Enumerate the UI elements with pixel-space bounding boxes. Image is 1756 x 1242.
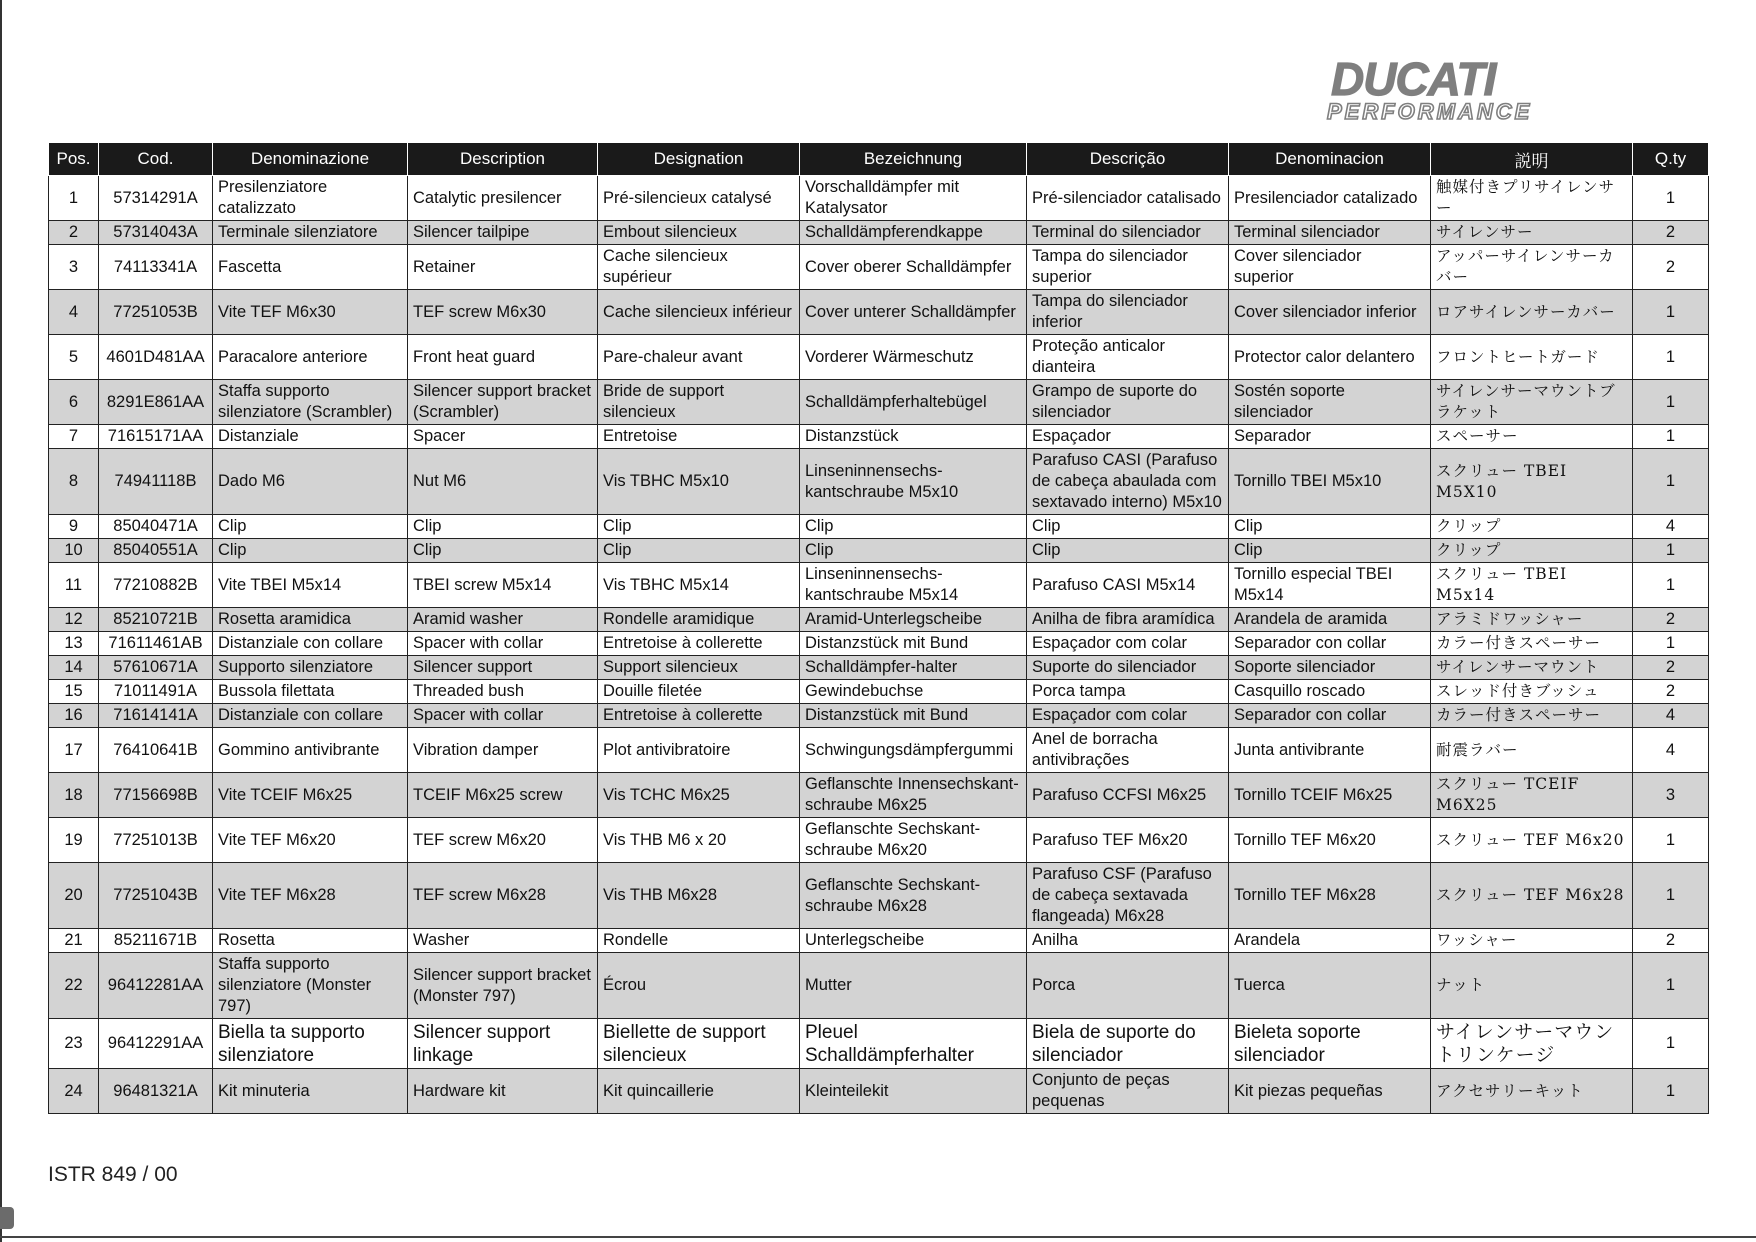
cell-ja: スクリュー TBEI M5x14 (1431, 563, 1633, 608)
cell-pt: Espaçador (1027, 425, 1229, 449)
cell-cod: 96412281AA (99, 953, 213, 1019)
cell-it: Staffa supporto silenziatore (Monster 797) (213, 953, 408, 1019)
cell-ja: スクリュー TEF M6x20 (1431, 818, 1633, 863)
header-fr: Designation (598, 143, 800, 176)
cell-pos: 7 (49, 425, 99, 449)
cell-pos: 9 (49, 515, 99, 539)
cell-pos: 22 (49, 953, 99, 1019)
cell-ja: ワッシャー (1431, 929, 1633, 953)
logo-line1: DUCATI (1331, 55, 1496, 105)
cell-en: Catalytic presilencer (408, 176, 598, 221)
cell-es: Arandela de aramida (1229, 608, 1431, 632)
cell-de: Distanzstück (800, 425, 1027, 449)
table-row (49, 818, 1709, 863)
cell-pt: Clip (1027, 539, 1229, 563)
cell-fr: Clip (598, 515, 800, 539)
cell-pos: 6 (49, 380, 99, 425)
cell-pt: Porca (1027, 953, 1229, 1019)
table-row (49, 773, 1709, 818)
cell-ja: サイレンサーマウントリンケージ (1431, 1019, 1633, 1069)
cell-ja: スクリュー TEF M6x28 (1431, 863, 1633, 929)
cell-es: Tornillo TEF M6x20 (1229, 818, 1431, 863)
cell-pt: Porca tampa (1027, 680, 1229, 704)
cell-qty: 1 (1633, 290, 1709, 335)
cell-pos: 12 (49, 608, 99, 632)
cell-cod: 71615171AA (99, 425, 213, 449)
cell-qty: 1 (1633, 449, 1709, 515)
cell-qty: 2 (1633, 221, 1709, 245)
cell-qty: 3 (1633, 773, 1709, 818)
cell-en: Clip (408, 515, 598, 539)
cell-pos: 3 (49, 245, 99, 290)
cell-es: Presilenciador catalizado (1229, 176, 1431, 221)
cell-de: Geflanschte Sechskant-schraube M6x28 (800, 863, 1027, 929)
cell-ja: スクリュー TCEIF M6X25 (1431, 773, 1633, 818)
cell-ja: ナット (1431, 953, 1633, 1019)
cell-pos: 2 (49, 221, 99, 245)
cell-es: Separador con collar (1229, 704, 1431, 728)
cell-de: Kleinteilekit (800, 1069, 1027, 1114)
cell-fr: Vis TBHC M5x14 (598, 563, 800, 608)
cell-es: Casquillo roscado (1229, 680, 1431, 704)
cell-es: Protector calor delantero (1229, 335, 1431, 380)
table-row (49, 515, 1709, 539)
cell-es: Separador (1229, 425, 1431, 449)
cell-es: Junta antivibrante (1229, 728, 1431, 773)
cell-de: Unterlegscheibe (800, 929, 1027, 953)
cell-pos: 16 (49, 704, 99, 728)
cell-pos: 20 (49, 863, 99, 929)
cell-pos: 21 (49, 929, 99, 953)
cell-es: Tornillo TBEI M5x10 (1229, 449, 1431, 515)
cell-cod: 57610671A (99, 656, 213, 680)
cell-pt: Suporte do silenciador (1027, 656, 1229, 680)
cell-fr: Entretoise à collerette (598, 704, 800, 728)
cell-en: Spacer (408, 425, 598, 449)
header-ja: 説明 (1431, 143, 1633, 176)
cell-pt: Clip (1027, 515, 1229, 539)
page-corner-tab (0, 1207, 14, 1229)
cell-de: Vorderer Wärmeschutz (800, 335, 1027, 380)
cell-de: Schalldämpfer-halter (800, 656, 1027, 680)
cell-fr: Écrou (598, 953, 800, 1019)
cell-pos: 5 (49, 335, 99, 380)
cell-qty: 1 (1633, 1069, 1709, 1114)
cell-cod: 8291E861AA (99, 380, 213, 425)
cell-fr: Pré-silencieux catalysé (598, 176, 800, 221)
page-left-border (0, 0, 2, 1242)
cell-fr: Entretoise (598, 425, 800, 449)
cell-en: Hardware kit (408, 1069, 598, 1114)
cell-pt: Proteção anticalor dianteira (1027, 335, 1229, 380)
cell-cod: 85040551A (99, 539, 213, 563)
cell-fr: Rondelle (598, 929, 800, 953)
cell-pos: 15 (49, 680, 99, 704)
cell-it: Rosetta (213, 929, 408, 953)
cell-ja: サイレンサーマウント (1431, 656, 1633, 680)
cell-it: Vite TEF M6x28 (213, 863, 408, 929)
cell-de: Linseninnensechs-kantschraube M5x14 (800, 563, 1027, 608)
cell-es: Arandela (1229, 929, 1431, 953)
cell-es: Tuerca (1229, 953, 1431, 1019)
cell-it: Gommino antivibrante (213, 728, 408, 773)
cell-es: Bieleta soporte silenciador (1229, 1019, 1431, 1069)
cell-cod: 77210882B (99, 563, 213, 608)
cell-es: Tornillo TEF M6x28 (1229, 863, 1431, 929)
cell-en: Spacer with collar (408, 632, 598, 656)
cell-cod: 77251013B (99, 818, 213, 863)
cell-de: Aramid-Unterlegscheibe (800, 608, 1027, 632)
cell-ja: アクセサリーキット (1431, 1069, 1633, 1114)
table-row (49, 704, 1709, 728)
cell-it: Vite TEF M6x20 (213, 818, 408, 863)
cell-ja: クリップ (1431, 539, 1633, 563)
cell-fr: Vis THB M6 x 20 (598, 818, 800, 863)
cell-pt: Parafuso CASI M5x14 (1027, 563, 1229, 608)
cell-fr: Cache silencieux inférieur (598, 290, 800, 335)
table-row (49, 176, 1709, 221)
cell-pt: Parafuso CSF (Parafuso de cabeça sextavada flangeada) M6x28 (1027, 863, 1229, 929)
header-pos: Pos. (49, 143, 99, 176)
cell-fr: Vis TCHC M6x25 (598, 773, 800, 818)
table-row (49, 1069, 1709, 1114)
cell-fr: Vis TBHC M5x10 (598, 449, 800, 515)
cell-ja: サイレンサー (1431, 221, 1633, 245)
cell-pos: 10 (49, 539, 99, 563)
cell-fr: Kit quincaillerie (598, 1069, 800, 1114)
cell-es: Clip (1229, 539, 1431, 563)
cell-en: Silencer support bracket (Monster 797) (408, 953, 598, 1019)
cell-fr: Bride de support silencieux (598, 380, 800, 425)
table-header-row (49, 143, 1709, 176)
cell-de: Vorschalldämpfer mit Katalysator (800, 176, 1027, 221)
cell-ja: カラー付きスペーサー (1431, 704, 1633, 728)
cell-de: Clip (800, 515, 1027, 539)
cell-it: Rosetta aramidica (213, 608, 408, 632)
cell-it: Clip (213, 515, 408, 539)
cell-it: Distanziale (213, 425, 408, 449)
cell-pt: Parafuso CASI (Parafuso de cabeça abaulada com sextavado interno) M5x10 (1027, 449, 1229, 515)
cell-it: Supporto silenziatore (213, 656, 408, 680)
cell-es: Sostén soporte silenciador (1229, 380, 1431, 425)
table-row (49, 929, 1709, 953)
cell-fr: Pare-chaleur avant (598, 335, 800, 380)
cell-pos: 19 (49, 818, 99, 863)
cell-de: Schwingungsdämpfergummi (800, 728, 1027, 773)
cell-fr: Vis THB M6x28 (598, 863, 800, 929)
table-row (49, 563, 1709, 608)
cell-en: Vibration damper (408, 728, 598, 773)
table-row (49, 608, 1709, 632)
cell-qty: 2 (1633, 656, 1709, 680)
cell-ja: アラミドワッシャー (1431, 608, 1633, 632)
cell-pos: 18 (49, 773, 99, 818)
cell-it: Terminale silenziatore (213, 221, 408, 245)
cell-it: Vite TBEI M5x14 (213, 563, 408, 608)
ducati-performance-logo (1325, 55, 1700, 125)
cell-it: Staffa supporto silenziatore (Scrambler) (213, 380, 408, 425)
cell-pt: Parafuso TEF M6x20 (1027, 818, 1229, 863)
cell-cod: 74941118B (99, 449, 213, 515)
cell-en: Front heat guard (408, 335, 598, 380)
cell-qty: 1 (1633, 176, 1709, 221)
cell-qty: 1 (1633, 335, 1709, 380)
cell-en: TEF screw M6x28 (408, 863, 598, 929)
cell-de: Linseninnensechs-kantschraube M5x10 (800, 449, 1027, 515)
cell-pt: Anel de borracha antivibrações (1027, 728, 1229, 773)
cell-en: Spacer with collar (408, 704, 598, 728)
cell-qty: 4 (1633, 704, 1709, 728)
cell-qty: 1 (1633, 539, 1709, 563)
cell-es: Separador con collar (1229, 632, 1431, 656)
cell-qty: 1 (1633, 953, 1709, 1019)
cell-es: Cover silenciador inferior (1229, 290, 1431, 335)
cell-en: TBEI screw M5x14 (408, 563, 598, 608)
cell-qty: 2 (1633, 245, 1709, 290)
cell-qty: 1 (1633, 380, 1709, 425)
cell-cod: 77156698B (99, 773, 213, 818)
cell-de: Pleuel Schalldämpferhalter (800, 1019, 1027, 1069)
cell-de: Mutter (800, 953, 1027, 1019)
cell-qty: 2 (1633, 680, 1709, 704)
cell-en: Threaded bush (408, 680, 598, 704)
cell-ja: ロアサイレンサーカバー (1431, 290, 1633, 335)
cell-qty: 2 (1633, 929, 1709, 953)
cell-en: Clip (408, 539, 598, 563)
page-bottom-border (0, 1236, 1756, 1238)
cell-pt: Grampo de suporte do silenciador (1027, 380, 1229, 425)
table-row (49, 728, 1709, 773)
cell-cod: 77251043B (99, 863, 213, 929)
cell-cod: 4601D481AA (99, 335, 213, 380)
table-row (49, 380, 1709, 425)
cell-ja: アッパーサイレンサーカバー (1431, 245, 1633, 290)
cell-qty: 4 (1633, 515, 1709, 539)
cell-pos: 1 (49, 176, 99, 221)
header-qty: Q.ty (1633, 143, 1709, 176)
cell-qty: 1 (1633, 1019, 1709, 1069)
cell-ja: 耐震ラバー (1431, 728, 1633, 773)
table-row (49, 656, 1709, 680)
cell-cod: 74113341A (99, 245, 213, 290)
cell-cod: 96412291AA (99, 1019, 213, 1069)
table-row (49, 953, 1709, 1019)
cell-en: Silencer tailpipe (408, 221, 598, 245)
cell-es: Terminal silenciador (1229, 221, 1431, 245)
cell-it: Biella ta supporto silenziatore (213, 1019, 408, 1069)
cell-pt: Anilha (1027, 929, 1229, 953)
cell-de: Cover oberer Schalldämpfer (800, 245, 1027, 290)
cell-cod: 77251053B (99, 290, 213, 335)
cell-pos: 11 (49, 563, 99, 608)
cell-pos: 17 (49, 728, 99, 773)
cell-en: Nut M6 (408, 449, 598, 515)
cell-de: Geflanschte Innensechskant-schraube M6x25 (800, 773, 1027, 818)
cell-ja: スレッド付きブッシュ (1431, 680, 1633, 704)
cell-en: Washer (408, 929, 598, 953)
cell-de: Clip (800, 539, 1027, 563)
cell-pt: Tampa do silenciador superior (1027, 245, 1229, 290)
cell-qty: 4 (1633, 728, 1709, 773)
cell-pos: 13 (49, 632, 99, 656)
cell-ja: スクリュー TBEI M5X10 (1431, 449, 1633, 515)
table-row (49, 335, 1709, 380)
cell-qty: 1 (1633, 563, 1709, 608)
cell-pt: Espaçador com colar (1027, 632, 1229, 656)
table-row (49, 221, 1709, 245)
cell-fr: Douille filetée (598, 680, 800, 704)
cell-pt: Terminal do silenciador (1027, 221, 1229, 245)
cell-ja: サイレンサーマウントブラケット (1431, 380, 1633, 425)
cell-ja: カラー付きスペーサー (1431, 632, 1633, 656)
cell-fr: Embout silencieux (598, 221, 800, 245)
table-body (49, 176, 1709, 1114)
cell-de: Gewindebuchse (800, 680, 1027, 704)
cell-pt: Parafuso CCFSI M6x25 (1027, 773, 1229, 818)
cell-es: Clip (1229, 515, 1431, 539)
header-pt: Descrição (1027, 143, 1229, 176)
cell-fr: Entretoise à collerette (598, 632, 800, 656)
cell-ja: フロントヒートガード (1431, 335, 1633, 380)
cell-cod: 85210721B (99, 608, 213, 632)
cell-en: TEF screw M6x30 (408, 290, 598, 335)
cell-qty: 2 (1633, 608, 1709, 632)
cell-cod: 71611461AB (99, 632, 213, 656)
cell-de: Distanzstück mit Bund (800, 704, 1027, 728)
table-row (49, 290, 1709, 335)
cell-it: Kit minuteria (213, 1069, 408, 1114)
cell-pos: 24 (49, 1069, 99, 1114)
cell-cod: 96481321A (99, 1069, 213, 1114)
cell-cod: 57314043A (99, 221, 213, 245)
table-row (49, 245, 1709, 290)
cell-pos: 23 (49, 1019, 99, 1069)
cell-pt: Biela de suporte do silenciador (1027, 1019, 1229, 1069)
cell-qty: 1 (1633, 425, 1709, 449)
cell-en: TEF screw M6x20 (408, 818, 598, 863)
cell-pos: 4 (49, 290, 99, 335)
header-cod: Cod. (99, 143, 213, 176)
cell-de: Geflanschte Sechskant-schraube M6x20 (800, 818, 1027, 863)
cell-de: Schalldämpferendkappe (800, 221, 1027, 245)
cell-en: Silencer support (408, 656, 598, 680)
cell-cod: 76410641B (99, 728, 213, 773)
cell-es: Tornillo TCEIF M6x25 (1229, 773, 1431, 818)
cell-en: TCEIF M6x25 screw (408, 773, 598, 818)
cell-it: Presilenziatore catalizzato (213, 176, 408, 221)
table-row (49, 449, 1709, 515)
cell-pos: 14 (49, 656, 99, 680)
cell-qty: 1 (1633, 818, 1709, 863)
cell-fr: Clip (598, 539, 800, 563)
table-row (49, 539, 1709, 563)
cell-ja: 触媒付きプリサイレンサー (1431, 176, 1633, 221)
cell-pt: Tampa do silenciador inferior (1027, 290, 1229, 335)
cell-it: Clip (213, 539, 408, 563)
cell-it: Vite TEF M6x30 (213, 290, 408, 335)
cell-pt: Anilha de fibra aramídica (1027, 608, 1229, 632)
cell-pt: Conjunto de peças pequenas (1027, 1069, 1229, 1114)
cell-de: Distanzstück mit Bund (800, 632, 1027, 656)
logo-line2: PERFORMANCE (1327, 99, 1533, 124)
cell-qty: 1 (1633, 863, 1709, 929)
table-row (49, 680, 1709, 704)
cell-it: Distanziale con collare (213, 632, 408, 656)
cell-cod: 71614141A (99, 704, 213, 728)
table-row (49, 863, 1709, 929)
cell-ja: クリップ (1431, 515, 1633, 539)
cell-cod: 57314291A (99, 176, 213, 221)
cell-it: Distanziale con collare (213, 704, 408, 728)
parts-table (48, 142, 1709, 1114)
cell-fr: Rondelle aramidique (598, 608, 800, 632)
cell-pt: Pré-silenciador catalisado (1027, 176, 1229, 221)
cell-fr: Plot antivibratoire (598, 728, 800, 773)
header-en: Description (408, 143, 598, 176)
document-code: ISTR 849 / 00 (48, 1163, 178, 1186)
cell-es: Soporte silenciador (1229, 656, 1431, 680)
table-row (49, 632, 1709, 656)
cell-it: Vite TCEIF M6x25 (213, 773, 408, 818)
cell-en: Silencer support bracket (Scrambler) (408, 380, 598, 425)
cell-de: Schalldämpferhaltebügel (800, 380, 1027, 425)
cell-ja: スペーサー (1431, 425, 1633, 449)
cell-es: Kit piezas pequeñas (1229, 1069, 1431, 1114)
table-row (49, 1019, 1709, 1069)
table-row (49, 425, 1709, 449)
cell-cod: 71011491A (99, 680, 213, 704)
cell-es: Tornillo especial TBEI M5x14 (1229, 563, 1431, 608)
cell-de: Cover unterer Schalldämpfer (800, 290, 1027, 335)
cell-it: Fascetta (213, 245, 408, 290)
cell-pt: Espaçador com colar (1027, 704, 1229, 728)
cell-fr: Cache silencieux supérieur (598, 245, 800, 290)
header-it: Denominazione (213, 143, 408, 176)
cell-fr: Biellette de support silencieux (598, 1019, 800, 1069)
cell-qty: 1 (1633, 632, 1709, 656)
cell-pos: 8 (49, 449, 99, 515)
cell-cod: 85211671B (99, 929, 213, 953)
cell-es: Cover silenciador superior (1229, 245, 1431, 290)
cell-fr: Support silencieux (598, 656, 800, 680)
cell-en: Aramid washer (408, 608, 598, 632)
cell-it: Paracalore anteriore (213, 335, 408, 380)
cell-en: Retainer (408, 245, 598, 290)
cell-it: Dado M6 (213, 449, 408, 515)
header-de: Bezeichnung (800, 143, 1027, 176)
header-es: Denominacion (1229, 143, 1431, 176)
cell-it: Bussola filettata (213, 680, 408, 704)
cell-en: Silencer support linkage (408, 1019, 598, 1069)
cell-cod: 85040471A (99, 515, 213, 539)
